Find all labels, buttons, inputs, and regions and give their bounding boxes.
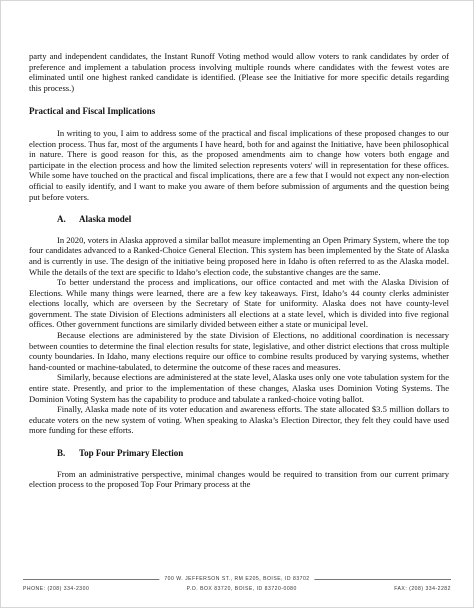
section-b-title: Top Four Primary Election <box>79 448 184 458</box>
section-b-letter: B. <box>57 448 66 458</box>
footer-phone: PHONE: (208) 334-2300 <box>23 586 90 592</box>
practical-paragraph: In writing to you, I aim to address some of the practical and fiscal implications of these proposed changes to our election process. Thus far, most of the arguments I have heard, both for and against the Initiative, have been philosophical in nature. There is good reason for this, as the proposed amendments aim to change how voters both engage and participate in the election process and how the limited selection represents voters' will in representation for these offices. While some have touched on the practical and fiscal implications, there are a few that I would not expect any non-election official to easily identify, and I want to make you aware of them before submission of arguments and the question being put before voters. <box>29 127 449 202</box>
letterhead-footer <box>23 575 451 592</box>
section-a-heading <box>57 214 449 225</box>
footer-po-box: P.O. BOX 83720, BOISE, ID 83720-0080 <box>186 586 297 592</box>
section-b-heading <box>57 448 449 459</box>
footer-divider <box>23 575 451 583</box>
section-a-letter: A. <box>57 214 66 225</box>
alaska-paragraph-4: Similarly, because elections are administered at the state level, Alaska uses only one vote tabulation system for the entire state. Presently, and prior to the implementation of these changes, Alaska uses Dominion Voting Systems. The Dominion Voting System has the capability to produce and tabulate a ranked-choice voting ballot. <box>29 372 449 404</box>
alaska-paragraph-2: To better understand the process and implications, our office contacted and met with the Alaska Division of Elections. While many things were learned, there are a few key takeaways. First, Idaho’s 44 county clerks administer elections locally, which are overseen by the Secretary of State for uniformity. Alaska does not have county-level government. The state Division of Elections administers all elections at a state level, which is divided into five regional offices. Other government functions are similarly divided between either a state or municipal level. <box>29 277 449 330</box>
alaska-paragraph-5: Finally, Alaska made note of its voter education and awareness efforts. The state allocated $3.5 million dollars to educate voters on the new system of voting. When speaking to Alaska’s Election Director, they felt they could have used more funding for these efforts. <box>29 404 449 436</box>
alaska-paragraph-3: Because elections are administered by the state Division of Elections, no additional coordination is necessary between counties to determine the final election results for state, legislative, and other district elections that cross multiple county boundaries. In Idaho, many elections require our office to combine results produced by varying systems, whether hand-counted or machine-tabulated, to determine the outcome of these races and measures. <box>29 330 449 372</box>
footer-street-address: 700 W. JEFFERSON ST., RM E205, BOISE, ID 83702 <box>159 576 314 582</box>
practical-fiscal-heading: Practical and Fiscal Implications <box>29 106 156 117</box>
footer-contact-row <box>23 586 451 592</box>
top-four-paragraph: From an administrative perspective, minimal changes would be required to transition from our current primary election process to the proposed Top Four Primary process at the <box>29 468 449 490</box>
footer-fax: FAX: (208) 334-2282 <box>394 586 451 592</box>
section-a-title: Alaska model <box>79 214 132 225</box>
intro-paragraph: party and independent candidates, the Instant Runoff Voting method would allow voters to rank candidates by order of preference and implement a tabulation process involving multiple rounds where candidates with the fewest votes are eliminated until one highest ranked candidate is identified. (Please see the Initiative for more specific details regarding this process.) <box>29 51 449 93</box>
alaska-paragraph-1: In 2020, voters in Alaska approved a similar ballot measure implementing an Open Primary System, where the top four candidates advanced to a Ranked-Choice General Election. This system has been implemented by the State of Alaska and is currently in use. The design of the initiative being proposed here in Idaho is often referred to as the Alaska model. While the details of the text are specific to Idaho’s election code, the substantive changes are the same. <box>29 234 449 277</box>
document-body <box>29 51 449 490</box>
